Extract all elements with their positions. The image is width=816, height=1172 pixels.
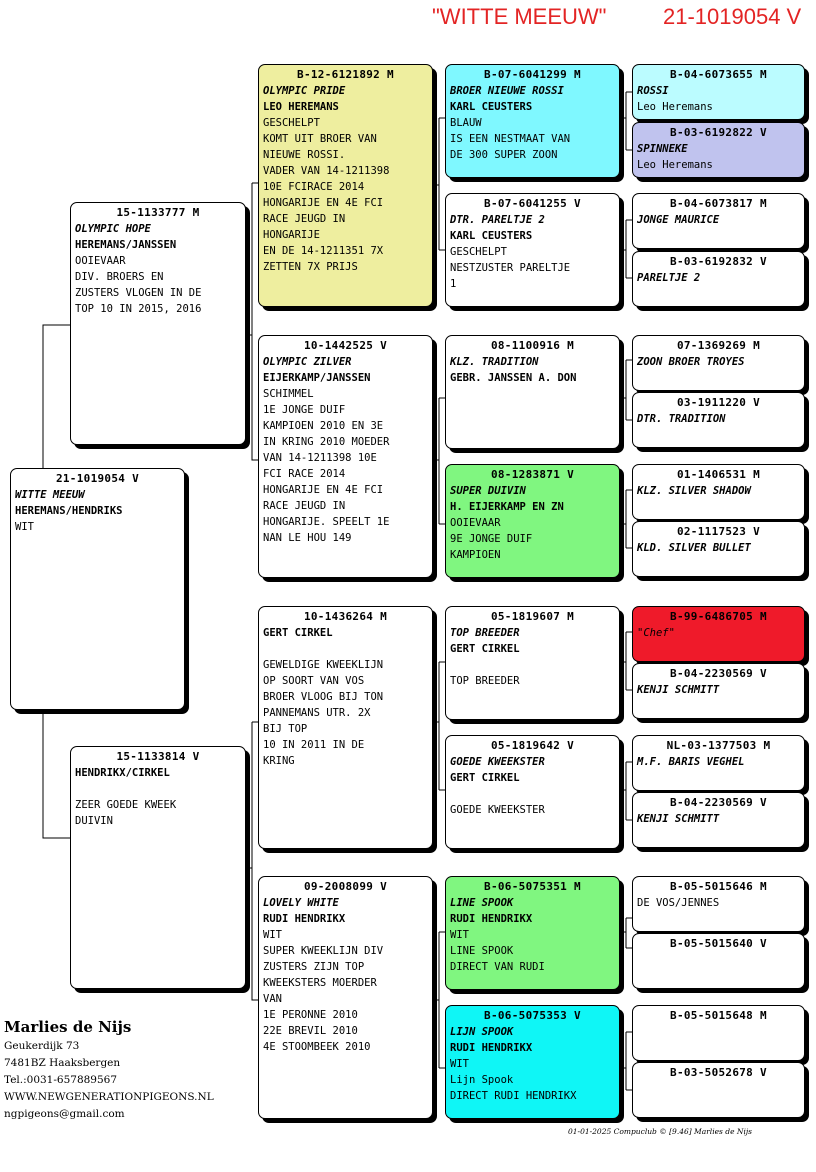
breeder-city: 7481BZ Haaksbergen: [4, 1057, 121, 1069]
gen4-card-6[interactable]: [632, 392, 805, 448]
owner: RUDI HENDRIKX: [263, 913, 346, 925]
ring-number: 21-1019054 V: [55, 472, 140, 485]
gen4-card-4[interactable]: [632, 251, 805, 307]
owner: KARL CEUSTERS: [450, 230, 533, 242]
dam-sire-sire-card[interactable]: [445, 606, 620, 720]
owner: LEO HEREMANS: [263, 101, 339, 113]
footer-credits: 01-01-2025 Compuclub © [9.46] Marlies de Nijs: [568, 1127, 753, 1136]
ring-number: B-03-6192822 V: [670, 126, 767, 139]
dam-card[interactable]: [70, 746, 246, 989]
ring-number: 08-1100916 M: [490, 339, 575, 352]
sire-dam-dam-card[interactable]: [445, 464, 620, 578]
pigeon-name: "Chef": [637, 627, 675, 639]
ring-number: 07-1369269 M: [676, 339, 761, 352]
sire-dam-card[interactable]: [258, 335, 433, 578]
remarks: WIT LINE SPOOK DIRECT VAN RUDI: [450, 929, 545, 973]
ring-number: B-99-6486705 M: [670, 610, 767, 623]
breeder-phone: Tel.:0031-657889567: [4, 1074, 118, 1086]
sire-sire-sire-card[interactable]: [445, 64, 620, 178]
ring-number: 03-1911220 V: [676, 396, 761, 409]
owner: HENDRIKX/CIRKEL: [75, 767, 170, 779]
pigeon-name: JONGE MAURICE: [637, 214, 720, 226]
dam-dam-dam-card[interactable]: [445, 1005, 620, 1119]
pigeon-name: KLD. SILVER BULLET: [637, 542, 751, 554]
gen4-card-8[interactable]: [632, 521, 805, 577]
breeder-name: Marlies de Nijs: [4, 1018, 132, 1036]
ring-number: B-05-5015640 V: [670, 937, 767, 950]
ring-number: B-05-5015648 M: [670, 1009, 767, 1022]
owner: H. EIJERKAMP EN ZN: [450, 501, 564, 513]
ring-number: B-04-6073655 M: [670, 68, 767, 81]
ring-number: B-03-5052678 V: [670, 1066, 767, 1079]
pigeon-name-title: "WITTE MEEUW": [432, 4, 607, 29]
pigeon-name: LOVELY WHITE: [263, 897, 339, 909]
gen4-card-13[interactable]: [632, 876, 805, 932]
ring-number: 02-1117523 V: [676, 525, 761, 538]
pigeon-name: BROER NIEUWE ROSSI: [450, 85, 564, 97]
remarks: ZEER GOEDE KWEEK DUIVIN: [75, 799, 177, 827]
pigeon-name: KENJI SCHMITT: [637, 684, 720, 696]
pigeon-name: KLZ. TRADITION: [450, 356, 539, 368]
ring-number: 10-1436264 M: [303, 610, 388, 623]
pigeon-name: PARELTJE 2: [637, 272, 701, 284]
owner: EIJERKAMP/JANSSEN: [263, 372, 371, 384]
owner: GERT CIRKEL: [263, 627, 333, 639]
gen4-card-5[interactable]: [632, 335, 805, 391]
gen4-card-11[interactable]: [632, 735, 805, 791]
owner: HEREMANS/JANSSEN: [75, 239, 177, 251]
remarks: GEWELDIGE KWEEKLIJN OP SOORT VAN VOS BROER VLOOG BIJ TON PANNEMANS UTR. 2X BIJ TOP 10 IN 2011 IN DE KRING: [263, 659, 384, 767]
subject-pigeon-card[interactable]: [10, 468, 185, 710]
ring-number: B-05-5015646 M: [670, 880, 767, 893]
ring-number: 15-1133777 M: [116, 206, 200, 219]
gen4-card-3[interactable]: [632, 193, 805, 249]
pigeon-name: KLZ. SILVER SHADOW: [637, 485, 751, 497]
pigeon-name: SUPER DUIVIN: [450, 485, 526, 497]
owner: DE VOS/JENNES: [637, 897, 720, 909]
owner: Leo Heremans: [637, 159, 713, 171]
ring-number: B-03-6192832 V: [670, 255, 767, 268]
pigeon-name: LIJN SPOOK: [450, 1026, 514, 1038]
ring-number: 05-1819642 V: [490, 739, 575, 752]
pigeon-name: DTR. TRADITION: [637, 413, 726, 425]
dam-dam-sire-card[interactable]: [445, 876, 620, 990]
gen4-card-9[interactable]: [632, 606, 805, 662]
remarks: WIT SUPER KWEEKLIJN DIV ZUSTERS ZIJN TOP KWEEKSTERS MOERDER VAN 1E PERONNE 2010 22E BREVIL 2010 4E STOOMBEEK 2010: [263, 929, 384, 1053]
pigeon-name: DTR. PARELTJE 2: [450, 214, 545, 226]
pigeon-name: GOEDE KWEEKSTER: [450, 756, 545, 768]
gen4-card-1[interactable]: [632, 64, 805, 120]
owner: HEREMANS/HENDRIKS: [15, 505, 123, 517]
gen4-card-14[interactable]: [632, 933, 805, 989]
remarks: WIT: [15, 521, 34, 533]
ring-number: 15-1133814 V: [116, 750, 200, 763]
ring-number: B-06-5075351 M: [484, 880, 581, 893]
dam-sire-dam-card[interactable]: [445, 735, 620, 849]
remarks: GOEDE KWEEKSTER: [450, 804, 545, 816]
owner: RUDI HENDRIKX: [450, 913, 533, 925]
owner: RUDI HENDRIKX: [450, 1042, 533, 1054]
pigeon-name: OLYMPIC ZILVER: [263, 356, 352, 368]
pigeon-name: ZOON BROER TROYES: [637, 356, 745, 368]
ring-number: 10-1442525 V: [303, 339, 388, 352]
remarks: BLAUW IS EEN NESTMAAT VAN DE 300 SUPER ZOON: [450, 117, 571, 161]
pigeon-name: SPINNEKE: [637, 143, 688, 155]
breeder-address: Geukerdijk 73: [4, 1040, 80, 1052]
pigeon-ring-title: 21-1019054 V: [663, 4, 802, 29]
owner: GEBR. JANSSEN A. DON: [450, 372, 577, 384]
ring-number: B-04-2230569 V: [670, 667, 767, 680]
pigeon-name: KENJI SCHMITT: [637, 813, 720, 825]
gen4-card-12[interactable]: [632, 792, 805, 848]
gen4-card-16[interactable]: [632, 1062, 805, 1118]
remarks: GESCHELPT NESTZUSTER PARELTJE 1: [450, 246, 571, 290]
ring-number: 05-1819607 M: [490, 610, 575, 623]
owner: Leo Heremans: [637, 101, 713, 113]
pigeon-name: M.F. BARIS VEGHEL: [637, 756, 745, 768]
ring-number: B-07-6041299 M: [484, 68, 581, 81]
pigeon-name: WITTE MEEUW: [15, 489, 85, 501]
owner: GERT CIRKEL: [450, 772, 520, 784]
ring-number: 08-1283871 V: [490, 468, 575, 481]
breeder-website[interactable]: WWW.NEWGENERATIONPIGEONS.NL: [4, 1091, 214, 1103]
owner: GERT CIRKEL: [450, 643, 520, 655]
gen4-card-2[interactable]: [632, 122, 805, 178]
gen4-card-10[interactable]: [632, 663, 805, 719]
gen4-card-7[interactable]: [632, 464, 805, 520]
pigeon-name: TOP BREEDER: [450, 627, 520, 639]
pigeon-name: OLYMPIC PRIDE: [263, 85, 346, 97]
dam-sire-card[interactable]: [258, 606, 433, 849]
breeder-info: [4, 1016, 244, 1123]
remarks: GESCHELPT KOMT UIT BROER VAN NIEUWE ROSSI. VADER VAN 14-1211398 10E FCIRACE 2014 HONGARIJE EN 4E FCI RACE JEUGD IN HONGARIJE EN DE 14-1211351 7X ZETTEN 7X PRIJS: [263, 117, 390, 273]
ring-number: B-04-2230569 V: [670, 796, 767, 809]
pigeon-name: ROSSI: [637, 85, 669, 97]
breeder-email[interactable]: ngpigeons@gmail.com: [4, 1108, 125, 1120]
dam-dam-card[interactable]: [258, 876, 433, 1119]
ring-number: B-06-5075353 V: [484, 1009, 581, 1022]
remarks: OOIEVAAR DIV. BROERS EN ZUSTERS VLOGEN IN DE TOP 10 IN 2015, 2016: [75, 255, 202, 315]
ring-number: B-07-6041255 V: [484, 197, 581, 210]
sire-card[interactable]: [70, 202, 246, 445]
remarks: OOIEVAAR 9E JONGE DUIF KAMPIOEN: [450, 517, 533, 561]
pigeon-name: LINE SPOOK: [450, 897, 514, 909]
ring-number: B-12-6121892 M: [297, 68, 394, 81]
sire-sire-dam-card[interactable]: [445, 193, 620, 307]
sire-dam-sire-card[interactable]: [445, 335, 620, 449]
ring-number: 01-1406531 M: [676, 468, 761, 481]
ring-number: 09-2008099 V: [303, 880, 388, 893]
remarks: TOP BREEDER: [450, 675, 520, 687]
remarks: SCHIMMEL 1E JONGE DUIF KAMPIOEN 2010 EN 3E IN KRING 2010 MOEDER VAN 14-1211398 10E FCI RACE 2014 HONGARIJE EN 4E FCI RACE JEUGD IN HONGARIJE. SPEELT 1E NAN LE HOU 149: [263, 388, 390, 544]
gen4-card-15[interactable]: [632, 1005, 805, 1061]
ring-number: B-04-6073817 M: [670, 197, 767, 210]
pigeon-name: OLYMPIC HOPE: [75, 223, 151, 235]
remarks: WIT Lijn Spook DIRECT RUDI HENDRIKX: [450, 1058, 577, 1102]
sire-sire-card[interactable]: [258, 64, 433, 307]
owner: KARL CEUSTERS: [450, 101, 533, 113]
ring-number: NL-03-1377503 M: [666, 739, 771, 752]
